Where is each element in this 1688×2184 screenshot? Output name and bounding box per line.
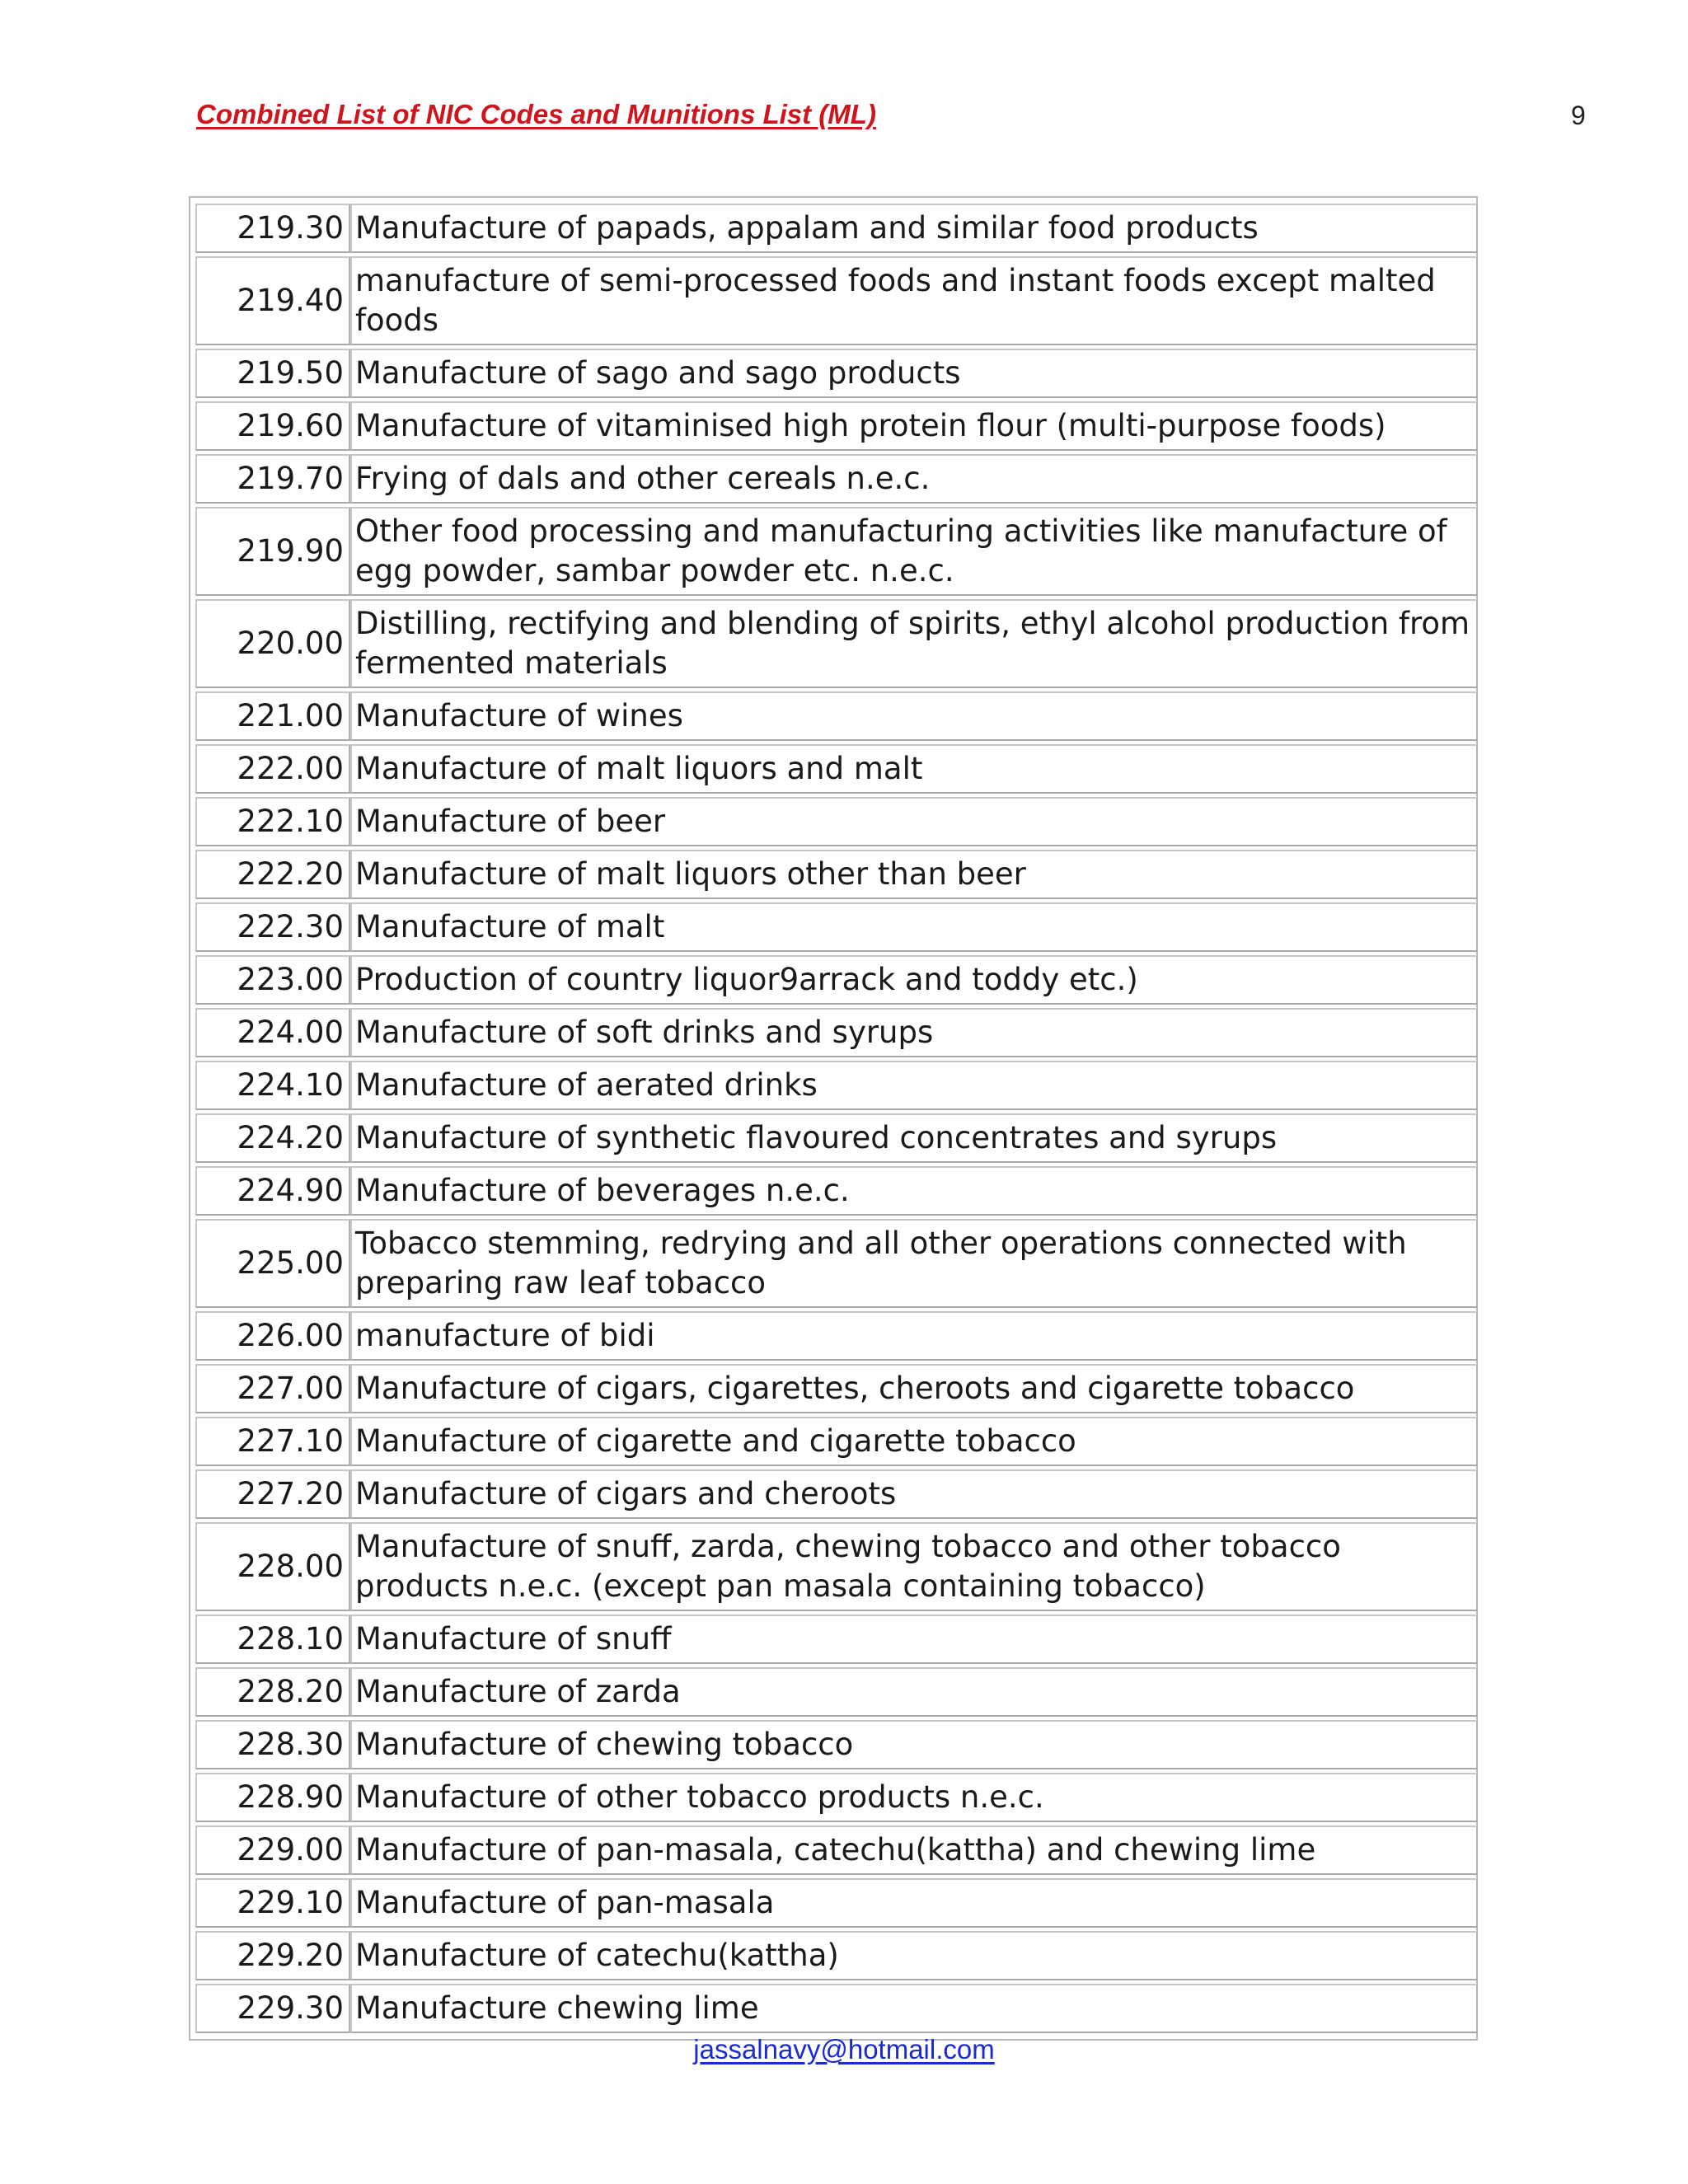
description-cell: Frying of dals and other cereals n.e.c. bbox=[350, 454, 1478, 504]
description-cell: Manufacture of other tobacco products n.e.c. bbox=[350, 1773, 1478, 1822]
nic-code-cell: 228.00 bbox=[195, 1522, 350, 1611]
table-row bbox=[195, 955, 1478, 1005]
nic-code-cell: 222.20 bbox=[195, 850, 350, 899]
table-row bbox=[195, 1311, 1478, 1361]
table-row bbox=[195, 1667, 1478, 1717]
description-cell: Manufacture chewing lime bbox=[350, 1984, 1478, 2033]
table-row bbox=[195, 401, 1478, 451]
description-cell: Manufacture of catechu(kattha) bbox=[350, 1931, 1478, 1980]
table-row bbox=[195, 599, 1478, 688]
description-cell: Tobacco stemming, redrying and all other operations connected with preparing raw leaf tobacco bbox=[350, 1219, 1478, 1308]
description-cell: Manufacture of malt bbox=[350, 902, 1478, 952]
description-cell: Manufacture of cigars and cheroots bbox=[350, 1469, 1478, 1519]
description-cell: Manufacture of papads, appalam and similar food products bbox=[350, 204, 1478, 253]
nic-code-cell: 229.30 bbox=[195, 1984, 350, 2033]
table-row bbox=[195, 902, 1478, 952]
nic-code-cell: 221.00 bbox=[195, 691, 350, 741]
description-cell: Manufacture of synthetic flavoured concentrates and syrups bbox=[350, 1113, 1478, 1163]
table-row bbox=[195, 1615, 1478, 1664]
description-cell: Manufacture of sago and sago products bbox=[350, 349, 1478, 398]
table-row bbox=[195, 1720, 1478, 1769]
nic-code-cell: 228.90 bbox=[195, 1773, 350, 1822]
nic-code-cell: 220.00 bbox=[195, 599, 350, 688]
nic-code-cell: 219.40 bbox=[195, 256, 350, 345]
nic-code-cell: 222.30 bbox=[195, 902, 350, 952]
nic-code-cell: 224.90 bbox=[195, 1166, 350, 1216]
table-row bbox=[195, 1931, 1478, 1980]
nic-code-cell: 219.60 bbox=[195, 401, 350, 451]
description-cell: Manufacture of malt liquors other than beer bbox=[350, 850, 1478, 899]
description-cell: Manufacture of cigars, cigarettes, cheroots and cigarette tobacco bbox=[350, 1364, 1478, 1413]
nic-code-cell: 227.20 bbox=[195, 1469, 350, 1519]
nic-code-cell: 222.00 bbox=[195, 744, 350, 794]
description-cell: Manufacture of vitaminised high protein flour (multi-purpose foods) bbox=[350, 401, 1478, 451]
description-cell: Manufacture of beer bbox=[350, 797, 1478, 846]
description-cell: manufacture of semi-processed foods and instant foods except malted foods bbox=[350, 256, 1478, 345]
table-row bbox=[195, 256, 1478, 345]
table-row bbox=[195, 1061, 1478, 1110]
table-row bbox=[195, 349, 1478, 398]
page-number: 9 bbox=[1571, 101, 1586, 130]
nic-code-cell: 222.10 bbox=[195, 797, 350, 846]
nic-code-cell: 228.30 bbox=[195, 1720, 350, 1769]
table-row bbox=[195, 1166, 1478, 1216]
description-cell: Manufacture of aerated drinks bbox=[350, 1061, 1478, 1110]
description-cell: manufacture of bidi bbox=[350, 1311, 1478, 1361]
description-cell: Manufacture of soft drinks and syrups bbox=[350, 1008, 1478, 1057]
nic-code-cell: 225.00 bbox=[195, 1219, 350, 1308]
nic-codes-table bbox=[189, 196, 1478, 2041]
table-row bbox=[195, 1113, 1478, 1163]
description-cell: Manufacture of pan-masala, catechu(kattha) and chewing lime bbox=[350, 1825, 1478, 1875]
description-cell: Manufacture of snuff bbox=[350, 1615, 1478, 1664]
nic-code-cell: 228.20 bbox=[195, 1667, 350, 1717]
table-row bbox=[195, 204, 1478, 253]
table-row bbox=[195, 850, 1478, 899]
document-title: Combined List of NIC Codes and Munitions List (ML) bbox=[196, 99, 876, 129]
description-cell: Distilling, rectifying and blending of spirits, ethyl alcohol production from fermented materials bbox=[350, 599, 1478, 688]
nic-code-cell: 219.30 bbox=[195, 204, 350, 253]
table-row bbox=[195, 1008, 1478, 1057]
table-row bbox=[195, 1522, 1478, 1611]
description-cell: Production of country liquor9arrack and toddy etc.) bbox=[350, 955, 1478, 1005]
table-row bbox=[195, 454, 1478, 504]
description-cell: Manufacture of pan-masala bbox=[350, 1878, 1478, 1928]
description-cell: Manufacture of snuff, zarda, chewing tobacco and other tobacco products n.e.c. (except pan masala containing tobacco) bbox=[350, 1522, 1478, 1611]
table-row bbox=[195, 1773, 1478, 1822]
table-row bbox=[195, 507, 1478, 596]
nic-code-cell: 227.10 bbox=[195, 1417, 350, 1466]
table-row bbox=[195, 1825, 1478, 1875]
nic-code-cell: 219.50 bbox=[195, 349, 350, 398]
nic-code-cell: 219.70 bbox=[195, 454, 350, 504]
description-cell: Manufacture of beverages n.e.c. bbox=[350, 1166, 1478, 1216]
table-row bbox=[195, 797, 1478, 846]
description-cell: Manufacture of malt liquors and malt bbox=[350, 744, 1478, 794]
table-row bbox=[195, 1219, 1478, 1308]
nic-code-cell: 229.10 bbox=[195, 1878, 350, 1928]
nic-code-cell: 229.00 bbox=[195, 1825, 350, 1875]
table-row bbox=[195, 1417, 1478, 1466]
nic-code-cell: 224.00 bbox=[195, 1008, 350, 1057]
nic-code-cell: 227.00 bbox=[195, 1364, 350, 1413]
nic-code-cell: 228.10 bbox=[195, 1615, 350, 1664]
nic-code-cell: 219.90 bbox=[195, 507, 350, 596]
nic-code-cell: 226.00 bbox=[195, 1311, 350, 1361]
nic-code-cell: 224.20 bbox=[195, 1113, 350, 1163]
table-row bbox=[195, 1364, 1478, 1413]
table-row bbox=[195, 1469, 1478, 1519]
description-cell: Manufacture of cigarette and cigarette tobacco bbox=[350, 1417, 1478, 1466]
table-row bbox=[195, 1878, 1478, 1928]
description-cell: Manufacture of chewing tobacco bbox=[350, 1720, 1478, 1769]
description-cell: Other food processing and manufacturing activities like manufacture of egg powder, sambar powder etc. n.e.c. bbox=[350, 507, 1478, 596]
nic-code-cell: 229.20 bbox=[195, 1931, 350, 1980]
table-body bbox=[195, 204, 1478, 2033]
description-cell: Manufacture of zarda bbox=[350, 1667, 1478, 1717]
table-row bbox=[195, 691, 1478, 741]
table-row bbox=[195, 744, 1478, 794]
footer-email-link[interactable]: jassalnavy@hotmail.com bbox=[693, 2034, 995, 2064]
description-cell: Manufacture of wines bbox=[350, 691, 1478, 741]
nic-code-cell: 223.00 bbox=[195, 955, 350, 1005]
nic-code-cell: 224.10 bbox=[195, 1061, 350, 1110]
table-row bbox=[195, 1984, 1478, 2033]
